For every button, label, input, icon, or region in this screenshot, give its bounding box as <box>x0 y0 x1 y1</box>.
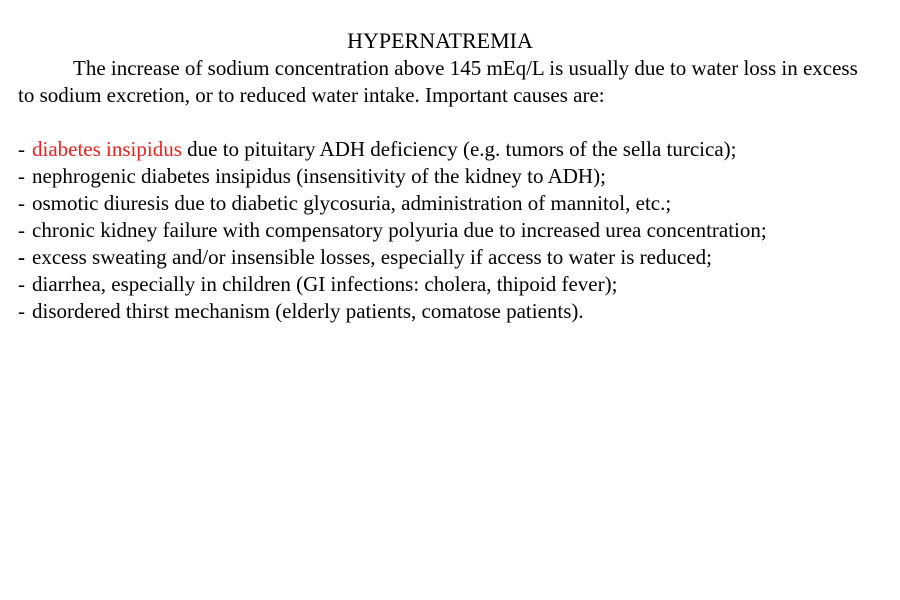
list-item-kidney-failure <box>18 217 868 244</box>
list-item-text: chronic kidney failure with compensatory polyuria due to increased urea concentration; <box>32 218 767 242</box>
list-item-excess-sweating <box>18 244 868 271</box>
bullet-dash: - <box>18 299 25 323</box>
bullet-dash: - <box>18 164 25 188</box>
list-item-nephrogenic <box>18 163 868 190</box>
list-item-text: due to pituitary ADH deficiency (e.g. tumors of the sella turcica); <box>181 137 737 161</box>
list-item-text: nephrogenic diabetes insipidus (insensitivity of the kidney to ADH); <box>32 164 606 188</box>
bullet-dash: - <box>18 191 25 215</box>
bullet-dash: - <box>18 218 25 242</box>
bullet-dash: - <box>18 272 25 296</box>
list-item-thirst-mechanism <box>18 298 868 325</box>
list-item-osmotic-diuresis <box>18 190 868 217</box>
list-item-text: disordered thirst mechanism (elderly patients, comatose patients). <box>32 299 584 323</box>
list-item-diarrhea <box>18 271 868 298</box>
page-title: HYPERNATREMIA <box>347 28 533 53</box>
bullet-dash: - <box>18 245 25 269</box>
document-body <box>18 27 868 325</box>
paragraph-spacer <box>18 109 868 136</box>
list-item-diabetes-insipidus <box>18 136 868 163</box>
bullet-dash: - <box>18 137 25 161</box>
intro-paragraph: The increase of sodium concentration above 145 mEq/L is usually due to water loss in excess to sodium excretion, or to reduced water intake. Important causes are: <box>18 56 858 107</box>
causes-list <box>18 136 868 325</box>
list-item-text: excess sweating and/or insensible losses, especially if access to water is reduced; <box>32 245 712 269</box>
highlighted-term: diabetes insipidus <box>32 137 182 161</box>
list-item-text: osmotic diuresis due to diabetic glycosuria, administration of mannitol, etc.; <box>32 191 672 215</box>
list-item-text: diarrhea, especially in children (GI infections: cholera, thipoid fever); <box>32 272 618 296</box>
